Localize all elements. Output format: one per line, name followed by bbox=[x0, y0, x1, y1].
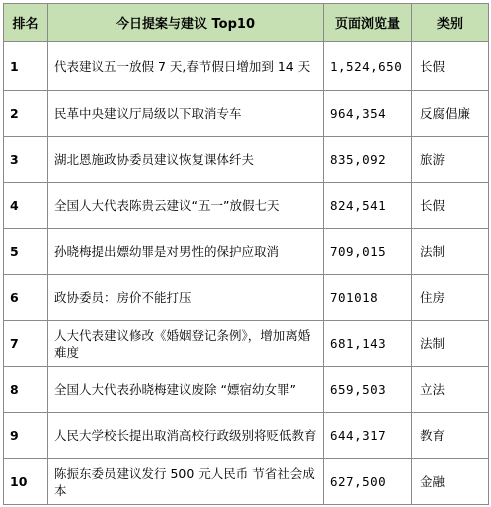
category-cell: 反腐倡廉 bbox=[412, 91, 489, 137]
table-header bbox=[4, 4, 489, 42]
rank-cell: 7 bbox=[4, 321, 48, 367]
proposal-cell: 陈振东委员建议发行 500 元人民币 节省社会成本 bbox=[48, 459, 324, 505]
proposal-cell: 代表建议五一放假 7 天,春节假日增加到 14 天 bbox=[48, 42, 324, 91]
views-cell: 835,092 bbox=[324, 137, 412, 183]
table-row bbox=[4, 183, 489, 229]
views-cell: 824,541 bbox=[324, 183, 412, 229]
table-row bbox=[4, 229, 489, 275]
header-row bbox=[4, 4, 489, 42]
rank-cell: 8 bbox=[4, 367, 48, 413]
views-cell: 627,500 bbox=[324, 459, 412, 505]
rank-cell: 9 bbox=[4, 413, 48, 459]
category-cell: 住房 bbox=[412, 275, 489, 321]
rank-cell: 4 bbox=[4, 183, 48, 229]
views-cell: 1,524,650 bbox=[324, 42, 412, 91]
table-row bbox=[4, 275, 489, 321]
proposal-cell: 湖北恩施政协委员建议恢复课体纤夫 bbox=[48, 137, 324, 183]
rank-cell: 5 bbox=[4, 229, 48, 275]
views-cell: 701018 bbox=[324, 275, 412, 321]
rank-cell: 2 bbox=[4, 91, 48, 137]
table-row bbox=[4, 321, 489, 367]
views-cell: 659,503 bbox=[324, 367, 412, 413]
proposal-cell: 民革中央建议厅局级以下取消专车 bbox=[48, 91, 324, 137]
rank-cell: 10 bbox=[4, 459, 48, 505]
category-cell: 旅游 bbox=[412, 137, 489, 183]
proposal-cell: 全国人大代表孙晓梅建议废除 “嫖宿幼女罪” bbox=[48, 367, 324, 413]
category-cell: 立法 bbox=[412, 367, 489, 413]
proposals-ranking-table bbox=[3, 3, 489, 505]
category-cell: 法制 bbox=[412, 321, 489, 367]
proposal-cell: 人大代表建议修改《婚姻登记条例》，增加离婚难度 bbox=[48, 321, 324, 367]
views-cell: 681,143 bbox=[324, 321, 412, 367]
views-cell: 709,015 bbox=[324, 229, 412, 275]
views-cell: 644,317 bbox=[324, 413, 412, 459]
header-proposal: 今日提案与建议 Top10 bbox=[48, 4, 324, 42]
table-row bbox=[4, 42, 489, 91]
category-cell: 长假 bbox=[412, 42, 489, 91]
table-row bbox=[4, 137, 489, 183]
table-row bbox=[4, 367, 489, 413]
rank-cell: 1 bbox=[4, 42, 48, 91]
table-row bbox=[4, 413, 489, 459]
table-body bbox=[4, 42, 489, 505]
category-cell: 长假 bbox=[412, 183, 489, 229]
views-cell: 964,354 bbox=[324, 91, 412, 137]
rank-cell: 3 bbox=[4, 137, 48, 183]
category-cell: 教育 bbox=[412, 413, 489, 459]
proposal-cell: 全国人大代表陈贵云建议“五一”放假七天 bbox=[48, 183, 324, 229]
proposal-cell: 政协委员：房价不能打压 bbox=[48, 275, 324, 321]
table-row bbox=[4, 459, 489, 505]
table-row bbox=[4, 91, 489, 137]
header-rank: 排名 bbox=[4, 4, 48, 42]
header-views: 页面浏览量 bbox=[324, 4, 412, 42]
header-category: 类别 bbox=[412, 4, 489, 42]
category-cell: 金融 bbox=[412, 459, 489, 505]
proposal-cell: 孙晓梅提出嫖幼罪是对男性的保护应取消 bbox=[48, 229, 324, 275]
proposal-cell: 人民大学校长提出取消高校行政级别将贬低教育 bbox=[48, 413, 324, 459]
rank-cell: 6 bbox=[4, 275, 48, 321]
category-cell: 法制 bbox=[412, 229, 489, 275]
